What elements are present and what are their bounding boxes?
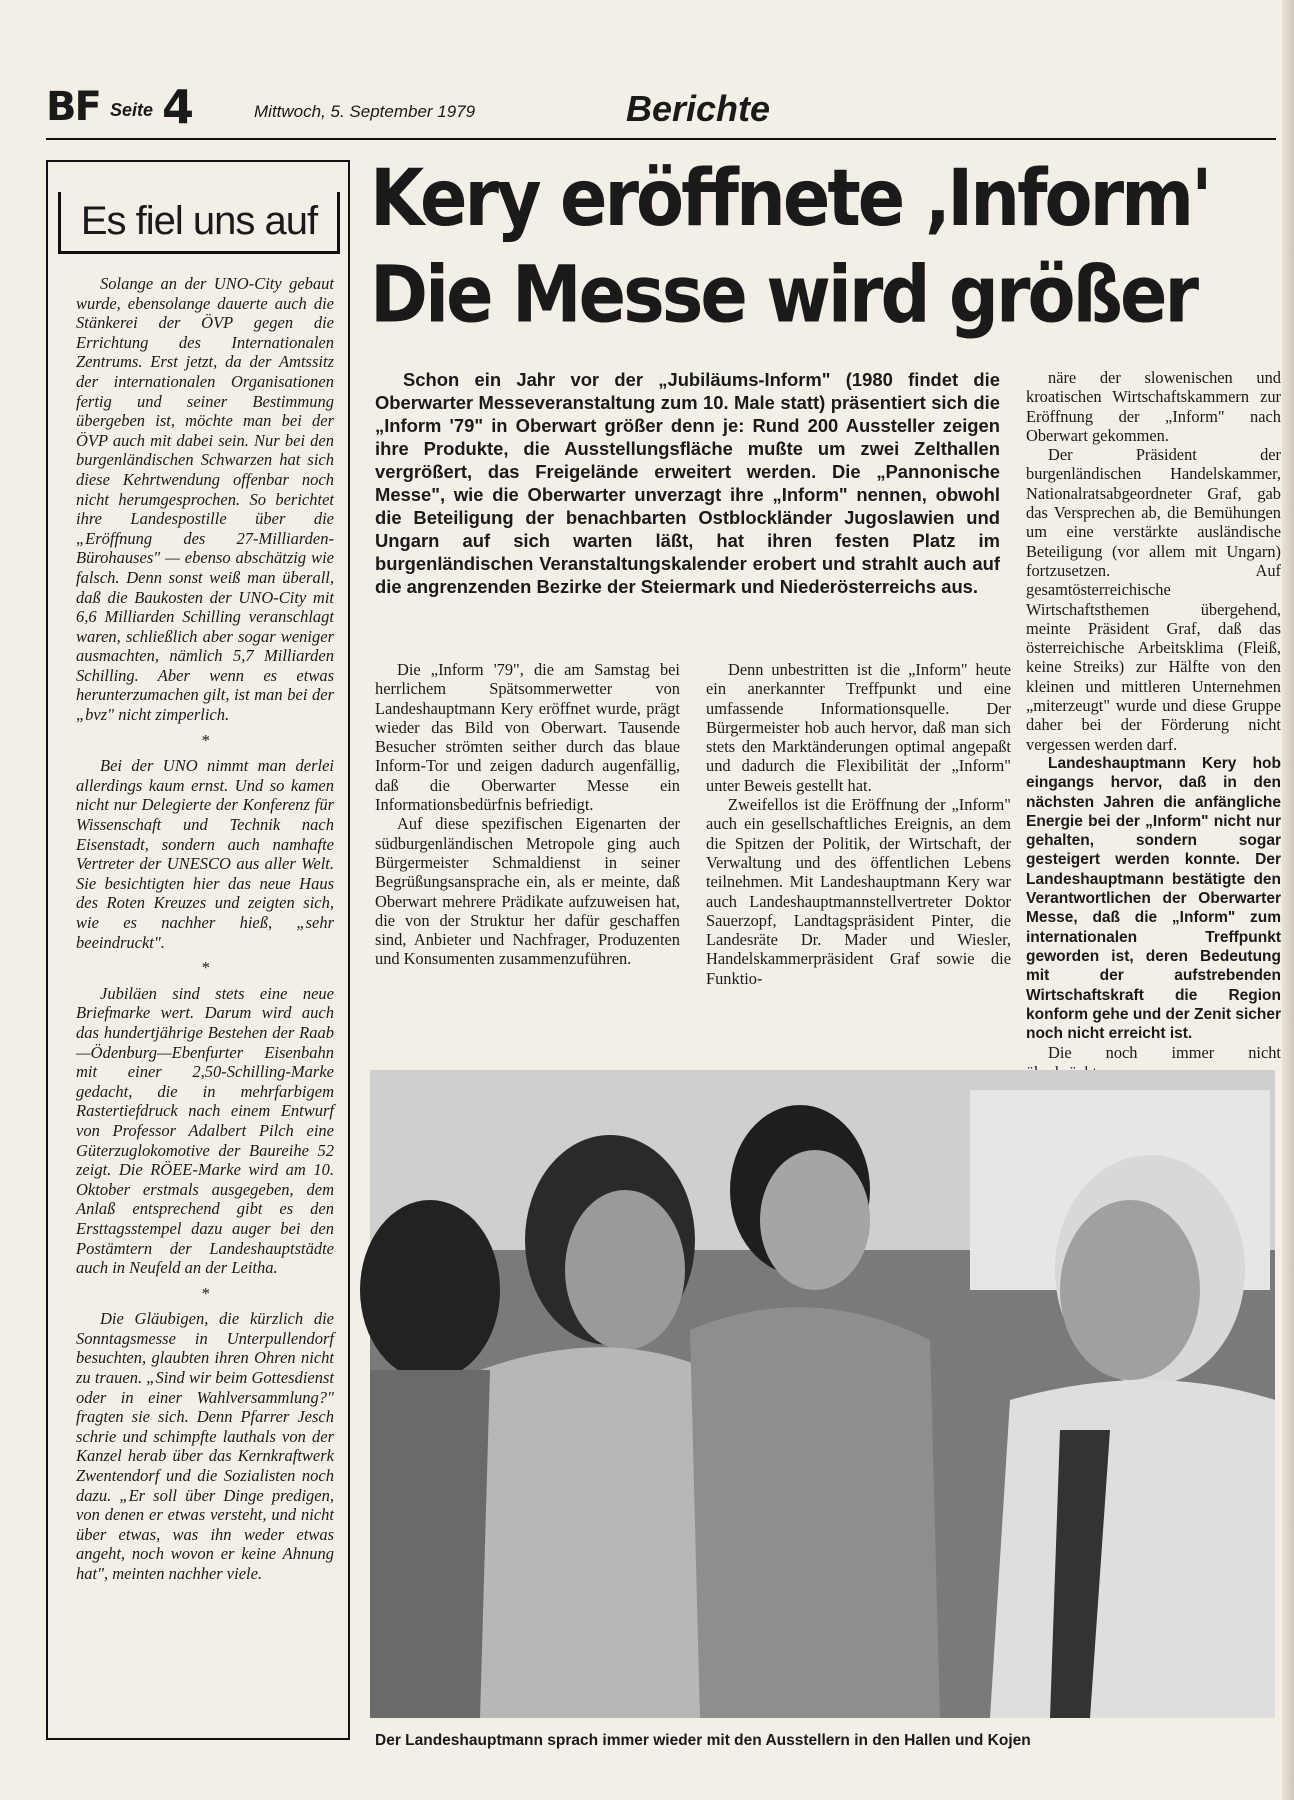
headline-line-2: Die Messe wird größer bbox=[370, 248, 1196, 341]
body-paragraph: Zweifellos ist die Eröffnung der „Inform" auch ein gesellschaftliches Ereignis, an dem die Spitzen der Politik, der Wirtschaft, der Verwaltung und des öffentlichen Lebens teilnehmen. Mit Landeshauptmann Kery war auch Landeshauptmannstellvertreter Doktor Sauerzopf, Landtagspräsident Pinter, die Landesräte Dr. Mader und Wiesler, Handelskammerpräsident Graf sowie die Funktio- bbox=[706, 795, 1011, 988]
article-headline bbox=[370, 150, 1275, 343]
sidebar-paragraph: Bei der UNO nimmt man derlei allerdings kaum ernst. Und so kamen nicht nur Delegierte der Konferenz für Wissenschaft und Technik nach Eisenstadt, sondern auch namhafte Vertreter der UNESCO aus aller Welt. Sie besichtigten hier das neue Haus des Roten Kreuzes und zeigten sich, wie es nachher hieß, „sehr beeindruckt". bbox=[76, 756, 334, 952]
body-paragraph-bold: Landeshauptmann Kery hob eingangs hervor, daß in den nächsten Jahren die anfängliche Energie bei der „Inform" nicht nur gehalten, sondern sogar gesteigert werden konnte. Der Landeshauptmann bestätigte den Verantwortlichen der Oberwarter Messe, daß die „Inform" zum internationalen Treffpunkt geworden ist, deren Bedeutung mit der aufstrebenden Wirtschaftskraft die Region konform gehe und der Zenit sicher noch nicht erreicht ist. bbox=[1026, 754, 1281, 1043]
sidebar-title: Es fiel uns auf bbox=[58, 192, 340, 254]
article-lead bbox=[375, 368, 1000, 598]
body-paragraph: Denn unbestritten ist die „Inform" heute ein anerkannter Treffpunkt und eine umfassende Informationsquelle. Der Bürgermeister hob auch hervor, daß man sich stets den Marktänderungen optimal angepaßt und dadurch die Flexibilität der „Inform" unter Beweis gestellt hat. bbox=[706, 660, 1011, 795]
lead-paragraph: Schon ein Jahr vor der „Jubiläums-Inform" (1980 findet die Oberwarter Messeveranstaltung zum 10. Male statt) präsentiert sich die „Inform '79" in Oberwart größer denn je: Rund 200 Aussteller zeigen ihre Produkte, die Ausstellungsfläche mußte um zwei Zelthallen vergrößert, das Freigelände erweitert werden. Die „Pannonische Messe", wie die Oberwarter unverzagt ihre „Inform" nennen, obwohl die Beteiligung der benachbarten Ostblockländer Jugoslawien und Ungarn auf sich warten läßt, hat ihren festen Platz im burgenländischen Veranstaltungskalender erobert und strahlt auch auf die angrenzenden Bezirke der Steiermark und Niederösterreichs aus. bbox=[375, 369, 1000, 597]
section-title: Berichte bbox=[626, 88, 771, 129]
separator-star: * bbox=[200, 1283, 210, 1303]
separator-star: * bbox=[200, 730, 210, 750]
body-paragraph: Der Präsident der burgenländischen Handelskammer, Nationalratsabgeordneter Graf, gab das Versprechen ab, die Bemühungen um eine verstärkte ausländische Beteiligung (vor allem mit Ungarn) fortzusetzen. Auf gesamtösterreichische Wirtschaftsthemen übergehend, meinte Präsident Graf, daß das österreichische Arbeitsklima (Fleiß, keine Streiks) zur Hälfte von den kleinen und mittleren Unternehmen „miterzeugt" wurde und diese Gruppe daher bei der Förderung nicht vergessen werden darf. bbox=[1026, 445, 1281, 754]
article-column-2 bbox=[706, 660, 1011, 988]
separator-star: * bbox=[200, 958, 210, 978]
sidebar-column bbox=[46, 160, 350, 1740]
article-column-3 bbox=[1026, 368, 1281, 1063]
page-number: 4 bbox=[162, 80, 195, 134]
sidebar-text bbox=[76, 274, 334, 1590]
photo-caption: Der Landeshauptmann sprach immer wieder mit den Ausstellern in den Hallen und Kojen bbox=[375, 1732, 1031, 1749]
page-edge bbox=[1282, 0, 1294, 1800]
page-label: Seite bbox=[110, 100, 154, 120]
body-paragraph: Auf diese spezifischen Eigenarten der südburgenländischen Metropole ging auch Bürgermeister Schmaldienst in seiner Begrüßungsansprache ein, als er meinte, daß Oberwart mehrere Prädikate aufzuweisen hat, die von der Struktur her dafür geschaffen sind, Anbieter und Nachfrager, Produzenten und Konsumenten zusammenzuführen. bbox=[375, 814, 680, 969]
photo-illustration bbox=[370, 1070, 1275, 1718]
sidebar-paragraph: Jubiläen sind stets eine neue Briefmarke wert. Darum wird auch das hundertjährige Bestehen der Raab—Ödenburg—Ebenfurter Eisenbahn mit einer 2,50-Schilling-Marke gedacht, die in mehrfarbigem Rastertiefdruck nach einem Entwurf von Professor Adalbert Pilch eine Güterzuglokomotive der Baureihe 52 zeigt. Die RÖEE-Marke wird am 10. Oktober erstmals ausgegeben, dem Anlaß entsprechend gibt es den Ersttagsstempel dazu auger bei den Postämtern der Landeshauptstädte auch in Neufeld an der Leitha. bbox=[76, 983, 334, 1278]
newspaper-logo: BF bbox=[46, 84, 100, 130]
article-photo bbox=[370, 1070, 1275, 1718]
sidebar-paragraph: Die Gläubigen, die kürzlich die Sonntagsmesse in Unterpullendorf besuchten, glaubten ihren Ohren nicht zu trauen. „Sind wir beim Gottesdienst oder in einer Wahlversammlung?" fragten sie sich. Denn Pfarrer Jesch schrie und schimpfte lauthals von der Kanzel herab über das Kernkraftwerk Zwentendorf und die Sozialisten noch dazu. „Er soll über Dinge predigen, von denen er etwas versteht, und nicht über etwas, was ihn weder etwas angeht, noch wovon er keine Ahnung hat", meinten nachher viele. bbox=[76, 1309, 334, 1583]
body-paragraph: Die „Inform '79", die am Samstag bei herrlichem Spätsommerwetter von Landeshauptmann Kery eröffnet wurde, prägt wieder das Bild von Oberwart. Tausende Besucher strömten seither durch das blaue Inform-Tor und zeigen dadurch augenfällig, daß die Oberwarter Messe ein Informationsbedürfnis befriedigt. bbox=[375, 660, 680, 815]
issue-date: Mittwoch, 5. September 1979 bbox=[254, 102, 476, 121]
body-paragraph: Die noch immer nicht bbox=[1048, 1043, 1281, 1063]
body-paragraph: näre der slowenischen und kroatischen Wirtschaftskammern zur Eröffnung der „Inform" nach Oberwart gekommen. bbox=[1026, 368, 1281, 445]
masthead bbox=[46, 80, 1276, 140]
sidebar-paragraph: Solange an der UNO-City gebaut wurde, ebensolange dauerte auch die Stänkerei der ÖVP gegen die Errichtung des Internationalen Zentrums. Erst jetzt, da der Amtssitz der internationalen Organisationen fertig und seiner Bestimmung übergeben ist, möchte man bei der ÖVP auch mit dabei sein. Nur bei den burgenländischen Schwarzen hat sich diese Kehrtwendung offenbar noch nicht herumgesprochen. So berichtet ihre Landespostille über die „Eröffnung des 27-Milliarden-Bürohauses" — ebenso abschätzig wie falsch. Denn sonst weiß man überall, daß die Baukosten der UNO-City mit 6,6 Milliarden Schilling veranschlagt waren, schließlich aber sogar weniger ausmachten, nämlich 5,7 Milliarden Schilling. Aber wenn es etwas herunterzumachen gilt, ist man bei der „bvz" nicht zimperlich. bbox=[76, 274, 334, 725]
article-column-1 bbox=[375, 660, 680, 969]
headline-line-1: Kery eröffnete ‚Inform' bbox=[370, 152, 1210, 245]
